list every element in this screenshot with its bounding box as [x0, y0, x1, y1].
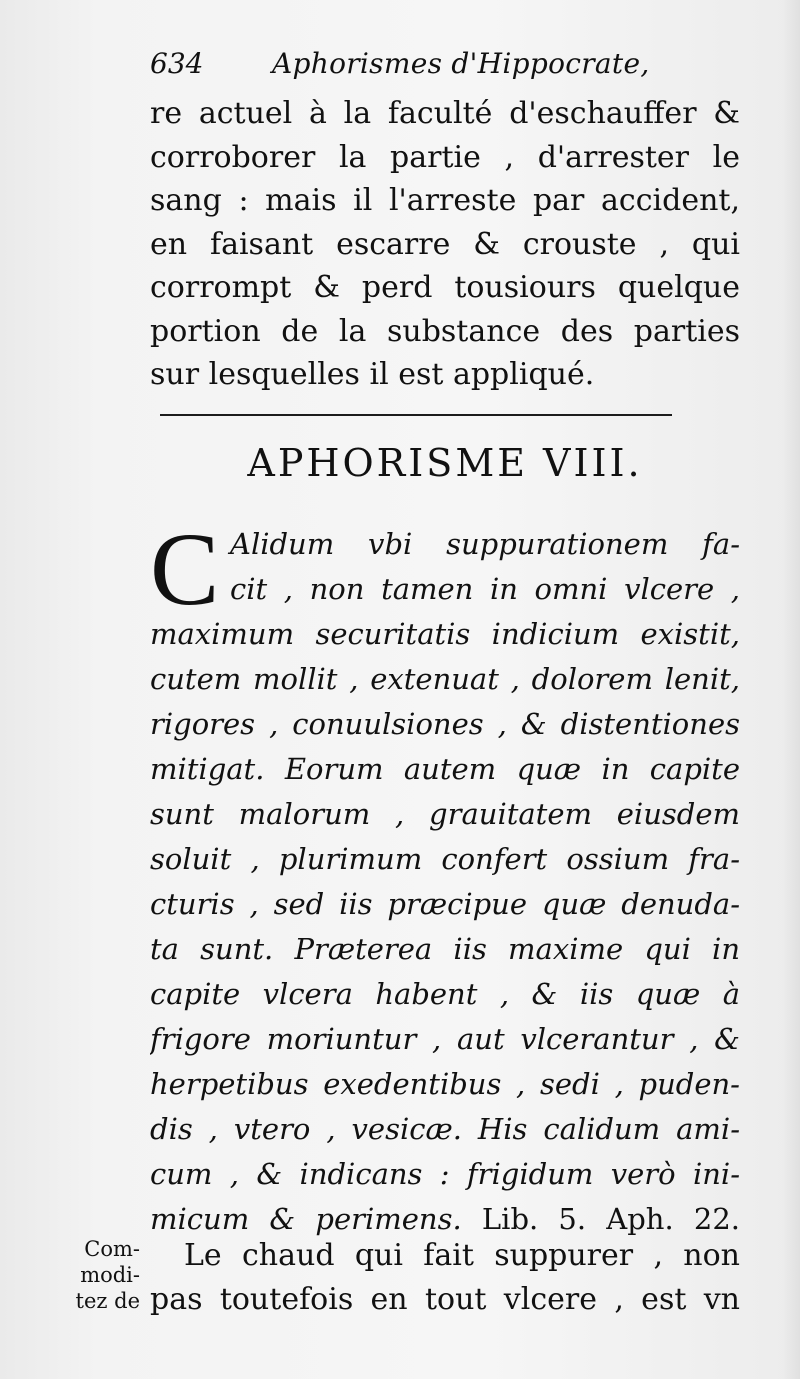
text-line: mitigat. Eorum autem quæ in capite: [150, 752, 740, 786]
margin-note: [48, 1236, 140, 1314]
text-line: dis , vtero , vesicæ. His calidum ami-: [150, 1112, 740, 1146]
text-line: portion de la substance des parties: [150, 313, 740, 349]
text-line: pas toutefois en tout vlcere , est vn: [150, 1282, 740, 1317]
aphorism-reference: Lib. 5. Aph. 22.: [481, 1202, 740, 1236]
text-line: rigores , conuulsiones , & distentiones: [150, 707, 740, 741]
text-line: ta sunt. Præterea iis maxime qui in: [150, 932, 740, 966]
text-line: sang : mais il l'arreste par accident,: [150, 183, 740, 218]
text-line: Le chaud qui fait suppurer , non: [184, 1238, 740, 1273]
french-commentary-top: [150, 92, 740, 397]
text-line: maximum securitatis indicium existit,: [150, 617, 740, 651]
running-title: Aphorismes d'Hippocrate,: [272, 47, 650, 80]
text-line: herpetibus exedentibus , sedi , puden-: [150, 1067, 740, 1101]
text-line: cit , non tamen in omni vlcere ,: [230, 572, 740, 606]
text-segment: micum & perimens.: [150, 1202, 462, 1236]
margin-note-line: modi-: [80, 1263, 140, 1287]
text-line: cutem mollit , extenuat , dolorem lenit,: [150, 662, 740, 696]
text-line: sur lesquelles il est appliqué.: [150, 357, 595, 392]
text-line: frigore moriuntur , aut vlcerantur , &: [150, 1022, 740, 1056]
text-line: capite vlcera habent , & iis quæ à: [150, 977, 740, 1011]
aphorism-heading: APHORISME VIII.: [247, 441, 643, 485]
latin-aphorism: [150, 512, 740, 1242]
text-line: en faisant escarre & crouste , qui: [150, 226, 740, 262]
french-commentary-bottom: [150, 1234, 740, 1322]
text-line: Alidum vbi suppurationem fa-: [230, 527, 740, 561]
margin-note-line: tez de: [75, 1289, 140, 1313]
margin-note-line: Com-: [84, 1237, 140, 1261]
page-edge-shadow: [782, 0, 800, 1379]
drop-cap: C: [150, 512, 220, 627]
page-number: 634: [150, 47, 204, 80]
text-line: soluit , plurimum confert ossium fra-: [150, 842, 740, 876]
page-header: [150, 44, 740, 84]
text-line: corroborer la partie , d'arrester le: [150, 139, 740, 175]
section-divider: [160, 414, 672, 416]
text-line: cum , & indicans : frigidum verò ini-: [150, 1157, 740, 1191]
text-line: cturis , sed iis præcipue quæ denuda-: [150, 887, 740, 921]
text-line: corrompt & perd tousiours quelque: [150, 270, 740, 305]
text-line: re actuel à la faculté d'eschauffer &: [150, 96, 740, 131]
text-line: sunt malorum , grauitatem eiusdem: [150, 797, 740, 831]
